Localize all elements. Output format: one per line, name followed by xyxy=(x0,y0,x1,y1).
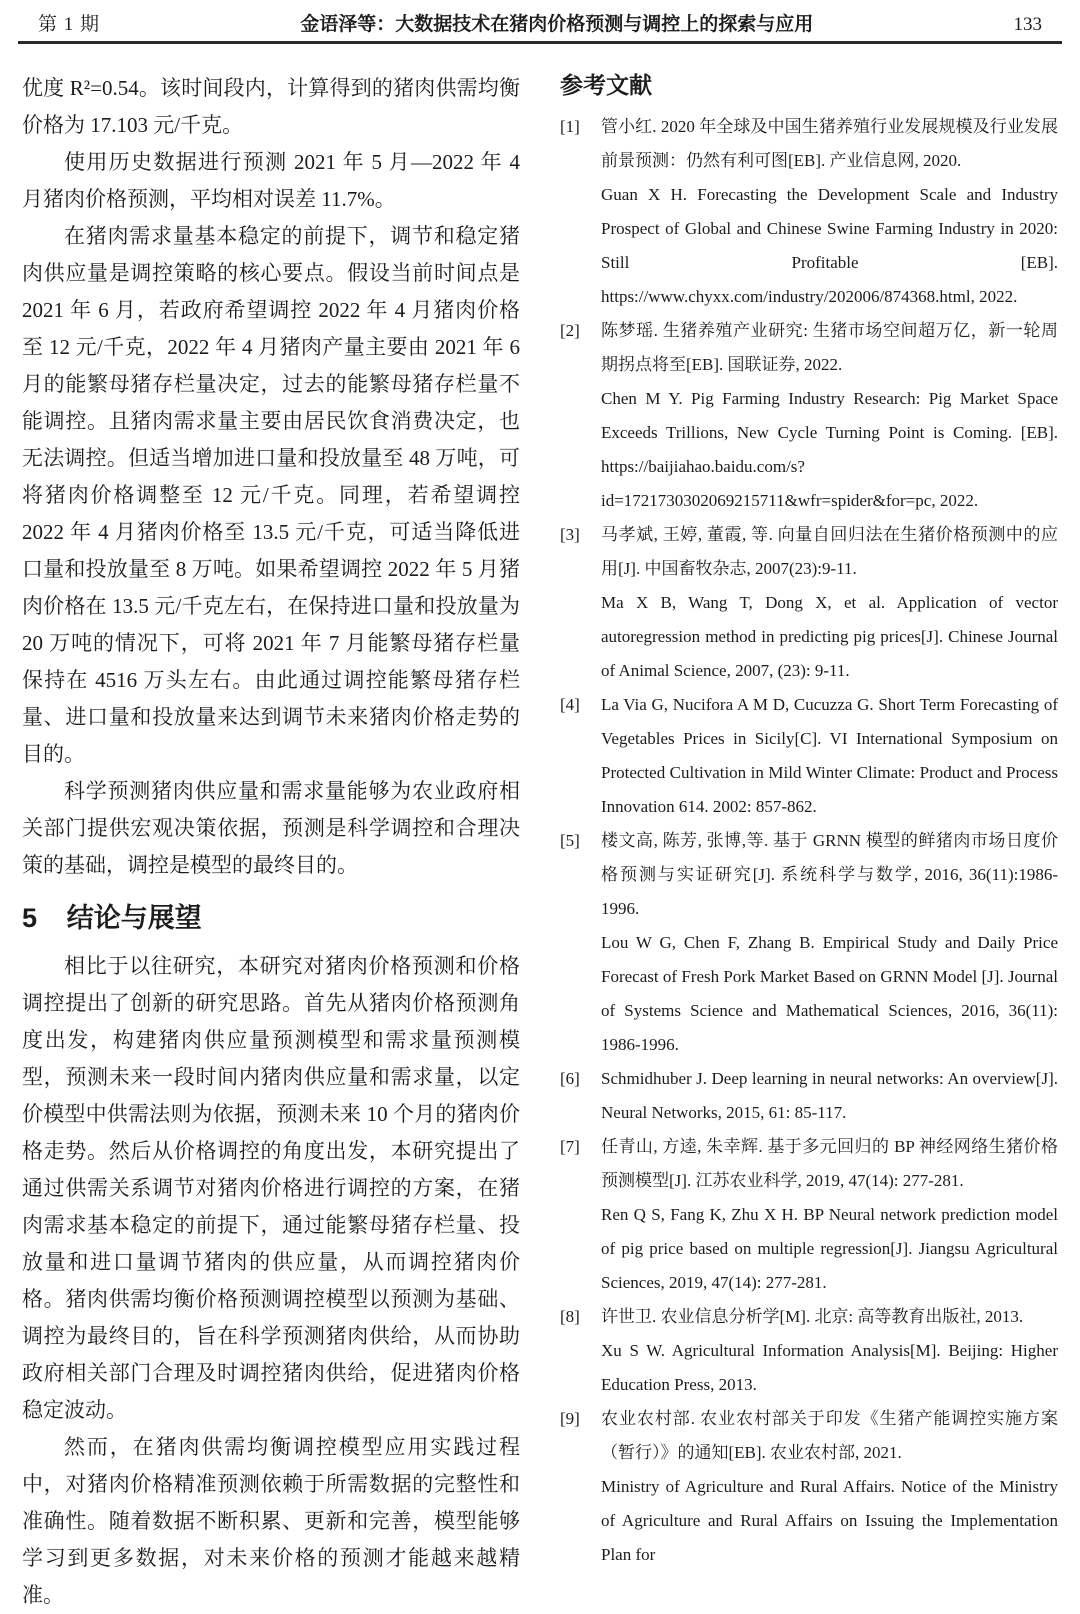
reference-number: [4] xyxy=(560,695,580,714)
body-paragraph: 相比于以往研究，本研究对猪肉价格预测和价格调控提出了创新的研究思路。首先从猪肉价格预测角度出发，构建猪肉供应量预测模型和需求量预测模型，预测未来一段时间内猪肉供应量和需求量，以定价模型中供需法则为依据，预测未来 10 个月的猪肉价格走势。然后从价格调控的角度出发，本研究提出了通过供需关系调节对猪肉价格进行调控的方案，在猪肉需求基本稳定的前提下，通过能繁母猪存栏量、投放量和进口量调节猪肉的供应量，从而调控猪肉价格。猪肉供需均衡价格预测调控模型以预测为基础、调控为最终目的，旨在科学预测猪肉供给，从而协助政府相关部门合理及时调控猪肉供给，促进猪肉价格稳定波动。 xyxy=(22,954,520,1422)
reference-body xyxy=(601,688,1058,824)
reference-text-en: Schmidhuber J. Deep learning in neural networks: An overview[J]. Neural Networks, 2015, 61: 85-117. xyxy=(601,1069,1058,1122)
reference-item xyxy=(560,1300,1058,1402)
reference-item xyxy=(560,110,1058,314)
reference-body xyxy=(601,1300,1058,1402)
reference-item xyxy=(560,518,1058,688)
reference-body xyxy=(601,518,1058,688)
reference-text-zh: 农业农村部. 农业农村部关于印发《生猪产能调控实施方案（暂行）》的通知[EB]. 农业农村部, 2021. xyxy=(601,1409,1058,1462)
body-paragraph: 科学预测猪肉供应量和需求量能够为农业政府相关部门提供宏观决策依据，预测是科学调控和合理决策的基础，调控是模型的最终目的。 xyxy=(22,779,520,877)
reference-number: [9] xyxy=(560,1409,580,1428)
reference-number: [6] xyxy=(560,1069,580,1088)
reference-text-en: Chen M Y. Pig Farming Industry Research: Pig Market Space Exceeds Trillions, New Cycle Turning Point is Coming. [EB]. https://baijiahao.baidu.com/s?id=1721730302069215711&wfr=spider&for=pc, 2022. xyxy=(601,389,1058,510)
reference-text-en: Ministry of Agriculture and Rural Affairs. Notice of the Ministry of Agriculture and Rural Affairs on Issuing the Implementation Plan for xyxy=(601,1477,1058,1564)
reference-number: [5] xyxy=(560,831,580,850)
reference-number: [2] xyxy=(560,321,580,340)
reference-number: [8] xyxy=(560,1307,580,1326)
reference-number: [7] xyxy=(560,1137,580,1156)
page-number: 133 xyxy=(1013,14,1042,35)
page-header xyxy=(18,0,1062,44)
body-paragraph: 使用历史数据进行预测 2021 年 5 月—2022 年 4 月猪肉价格预测，平均相对误差 11.7%。 xyxy=(22,150,520,211)
reference-text-en: La Via G, Nucifora A M D, Cucuzza G. Short Term Forecasting of Vegetables Prices in Sicily[C]. VI International Symposium on Protected Cultivation in Mild Winter Climate: Product and Process Innovation 614. 2002: 857-862. xyxy=(601,695,1058,816)
reference-text-zh: 楼文高, 陈芳, 张博,等. 基于 GRNN 模型的鲜猪肉市场日度价格预测与实证研究[J]. 系统科学与数学, 2016, 36(11):1986-1996. xyxy=(601,831,1058,918)
right-column xyxy=(560,70,1058,1614)
running-title: 金语泽等：大数据技术在猪肉价格预测与调控上的探索与应用 xyxy=(300,14,814,35)
reference-item xyxy=(560,688,1058,824)
reference-item xyxy=(560,1402,1058,1572)
reference-body xyxy=(601,1130,1058,1300)
reference-item xyxy=(560,824,1058,1062)
reference-item xyxy=(560,314,1058,518)
reference-text-en: Xu S W. Agricultural Information Analysis[M]. Beijing: Higher Education Press, 2013. xyxy=(601,1341,1058,1394)
reference-text-en: Ren Q S, Fang K, Zhu X H. BP Neural network prediction model of pig price based on multiple regression[J]. Jiangsu Agricultural Sciences, 2019, 47(14): 277-281. xyxy=(601,1205,1058,1292)
reference-number: [3] xyxy=(560,525,580,544)
reference-body xyxy=(601,824,1058,1062)
references-heading: 参考文献 xyxy=(560,72,652,98)
reference-text-zh: 马孝斌, 王婷, 董霞, 等. 向量自回归法在生猪价格预测中的应用[J]. 中国畜牧杂志, 2007(23):9-11. xyxy=(601,525,1058,578)
body-paragraph: 然而，在猪肉供需均衡调控模型应用实践过程中，对猪肉价格精准预测依赖于所需数据的完整性和准确性。随着数据不断积累、更新和完善，模型能够学习到更多数据，对未来价格的预测才能越来越精准。 xyxy=(22,1435,520,1607)
reference-body xyxy=(601,1062,1058,1130)
section-heading xyxy=(22,900,520,936)
reference-item xyxy=(560,1130,1058,1300)
reference-body xyxy=(601,314,1058,518)
references-list xyxy=(560,110,1058,1572)
reference-text-zh: 管小红. 2020 年全球及中国生猪养殖行业发展规模及行业发展前景预测：仍然有利可图[EB]. 产业信息网, 2020. xyxy=(601,117,1058,170)
reference-text-en: Guan X H. Forecasting the Development Scale and Industry Prospect of Global and Chinese Swine Farming Industry in 2020: Still Profitable [EB]. https://www.chyxx.com/industry/202006/874368.html, 2022. xyxy=(601,185,1058,306)
reference-text-zh: 许世卫. 农业信息分析学[M]. 北京: 高等教育出版社, 2013. xyxy=(601,1307,1024,1326)
reference-body xyxy=(601,110,1058,314)
reference-number: [1] xyxy=(560,117,580,136)
reference-item xyxy=(560,1062,1058,1130)
body-paragraph: 在猪肉需求量基本稳定的前提下，调节和稳定猪肉供应量是调控策略的核心要点。假设当前时间点是 2021 年 6 月，若政府希望调控 2022 年 4 月猪肉价格至 12 元/千克，2022 年 4 月猪肉产量主要由 2021 年 6 月的能繁母猪存栏量决定，过去的能繁母猪存栏量不能调控。且猪肉需求量主要由居民饮食消费决定，也无法调控。但适当增加进口量和投放量至 48 万吨，可将猪肉价格调整至 12 元/千克。同理，若希望调控 2022 年 4 月猪肉价格至 13.5 元/千克，可适当降低进口量和投放量至 8 万吨。如果希望调控 2022 年 5 月猪肉价格在 13.5 元/千克左右，在保持进口量和投放量为 20 万吨的情况下，可将 2021 年 7 月能繁母猪存栏量保持在 4516 万头左右。由此通过调控能繁母猪存栏量、进口量和投放量来达到调节未来猪肉价格走势的目的。 xyxy=(22,224,520,766)
reference-text-zh: 陈梦瑶. 生猪养殖产业研究: 生猪市场空间超万亿，新一轮周期拐点将至[EB]. 国联证券, 2022. xyxy=(601,321,1058,374)
body-paragraph: 优度 R²=0.54。该时间段内，计算得到的猪肉供需均衡价格为 17.103 元/千克。 xyxy=(22,76,520,137)
reference-text-en: Ma X B, Wang T, Dong X, et al. Application of vector autoregression method in predicting pig prices[J]. Chinese Journal of Animal Science, 2007, (23): 9-11. xyxy=(601,593,1058,680)
issue-label: 第 1 期 xyxy=(38,14,101,35)
section-number: 5 xyxy=(22,903,38,933)
two-column-body xyxy=(0,44,1080,1614)
section-title: 结论与展望 xyxy=(66,903,202,933)
reference-text-zh: 任青山, 方逵, 朱幸辉. 基于多元回归的 BP 神经网络生猪价格预测模型[J]. 江苏农业科学, 2019, 47(14): 277-281. xyxy=(601,1137,1058,1190)
reference-body xyxy=(601,1402,1058,1572)
left-column xyxy=(22,70,520,1614)
reference-text-en: Lou W G, Chen F, Zhang B. Empirical Study and Daily Price Forecast of Fresh Pork Market Based on GRNN Model [J]. Journal of Systems Science and Mathematical Sciences, 2016, 36(11): 1986-1996. xyxy=(601,933,1058,1054)
